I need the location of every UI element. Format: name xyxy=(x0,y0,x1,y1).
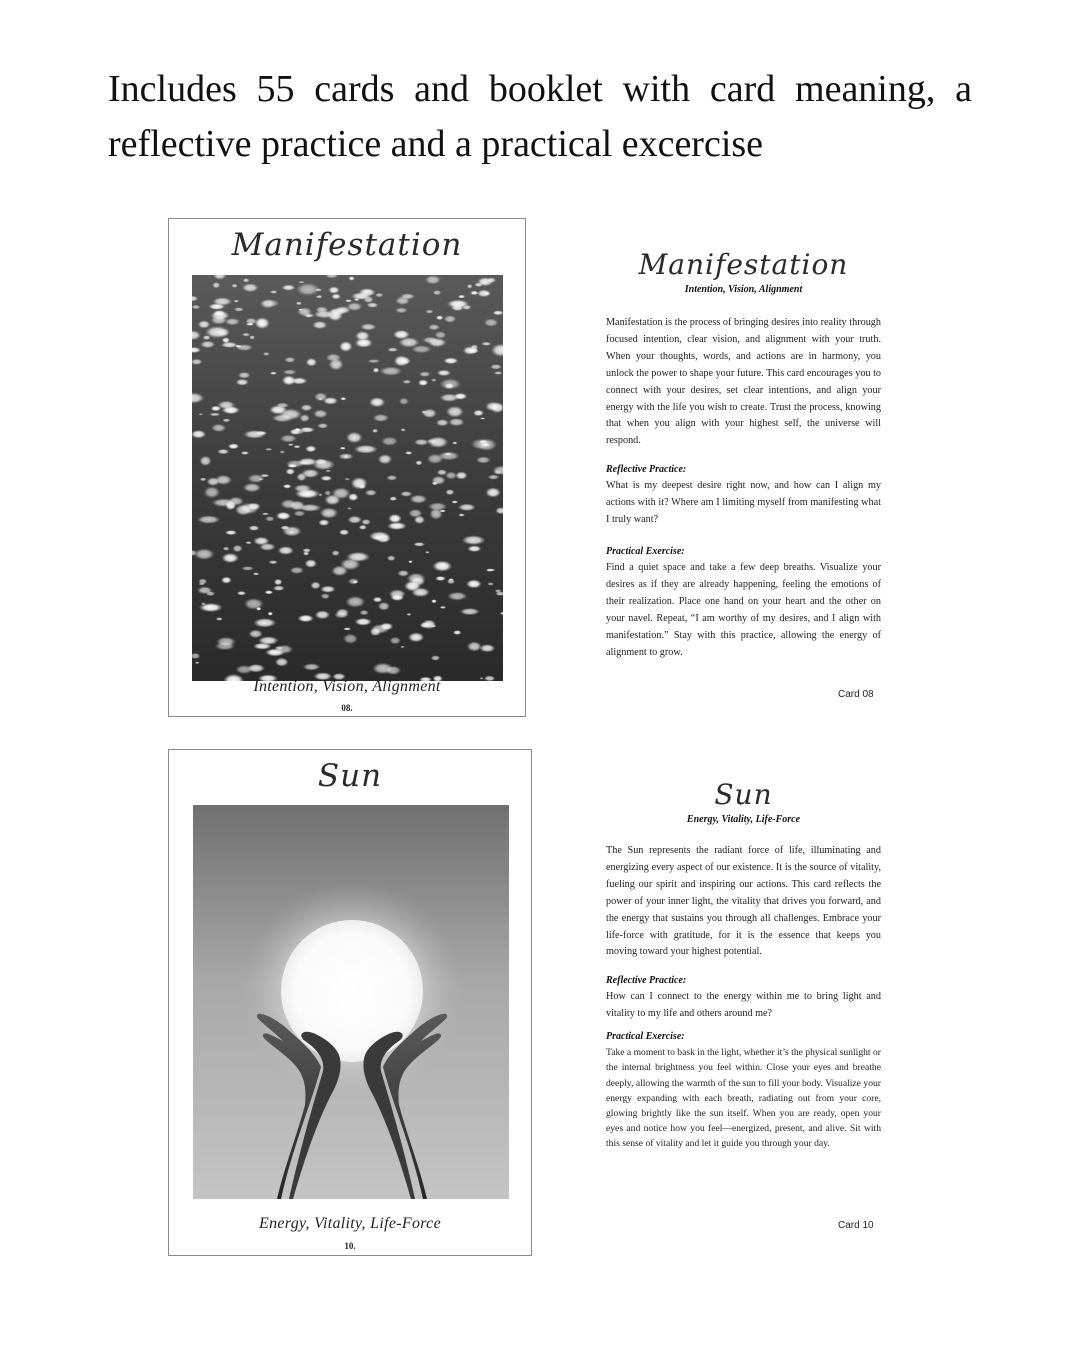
booklet-card-number: Card 08 xyxy=(838,689,874,700)
reflective-practice-heading: Reflective Practice: xyxy=(606,464,687,476)
sparkling-water-image xyxy=(192,275,503,681)
booklet-page-manifestation xyxy=(606,248,881,708)
reflective-practice-text: What is my deepest desire right now, and how can I align my actions with it? Where am I limiting myself from manifesting what I truly want? xyxy=(606,480,881,526)
booklet-page-sun xyxy=(606,778,881,1208)
card-number: 08. xyxy=(341,703,353,713)
booklet-subtitle: Intention, Vision, Alignment xyxy=(684,284,803,295)
card-title: Sun xyxy=(317,758,383,794)
booklet-description: Manifestation is the process of bringing desires into reality through focused intention, clear vision, and alignment with your truth. When your thoughts, words, and actions are in harmony, you unlock the power to shape your future. This card encourages you to connect with your desires, set clear intentions, and align your energy with the life you wish to create. Trust the process, knowing that when you align with your highest self, the universe will respond. xyxy=(606,317,881,447)
practical-exercise-heading: Practical Exercise: xyxy=(606,545,685,557)
booklet-title: Sun xyxy=(714,778,773,811)
card-keywords: Energy, Vitality, Life-Force xyxy=(259,1215,441,1232)
card-title: Manifestation xyxy=(231,227,463,263)
practical-exercise-heading: Practical Exercise: xyxy=(606,1031,685,1043)
headline: Includes 55 cards and booklet with card meaning, a reflective practice and a practical excercise xyxy=(108,68,972,165)
practical-exercise-text: Find a quiet space and take a few deep breaths. Visualize your desires as if they are already happening, feeling the emotions of their realization. Place one hand on your heart and the other on your navel. Repeat, “I am worthy of my desires, and I align with manifestation.” Stay with this practice, allowing the energy of alignment to grow. xyxy=(606,561,881,658)
booklet-card-number: Card 10 xyxy=(838,1220,874,1231)
card-sun xyxy=(168,749,532,1256)
reflective-practice-heading: Reflective Practice: xyxy=(606,975,687,987)
reflective-practice-text: How can I connect to the energy within me to bring light and vitality to my life and others around me? xyxy=(606,991,881,1020)
card-number: 10. xyxy=(344,1241,356,1251)
booklet-subtitle: Energy, Vitality, Life-Force xyxy=(686,814,801,825)
sun-in-hands-image xyxy=(193,805,509,1199)
booklet-description: The Sun represents the radiant force of life, illuminating and energizing every aspect of our existence. It is the source of vitality, fueling our spirit and inspiring our actions. This card reflects the power of your inner light, the vitality that drives you forward, and the energy that sustains you through all challenges. Embrace your life-force with gratitude, for it is the essence that keeps you moving toward your highest potential. xyxy=(606,845,881,958)
booklet-title: Manifestation xyxy=(638,248,849,281)
card-keywords: Intention, Vision, Alignment xyxy=(253,678,441,695)
card-manifestation xyxy=(168,218,526,717)
practical-exercise-text: Take a moment to bask in the light, whether it’s the physical sunlight or the internal brightness you feel within. Close your eyes and breathe deeply, allowing the warmth of the sun to fill your body. Visualize your energy expanding with each breath, radiating out from your core, glowing brightly like the sun itself. When you are ready, open your eyes and notice how you feel—energized, present, and alive. Sit with this sense of vitality and let it guide you through your day. xyxy=(606,1047,881,1150)
